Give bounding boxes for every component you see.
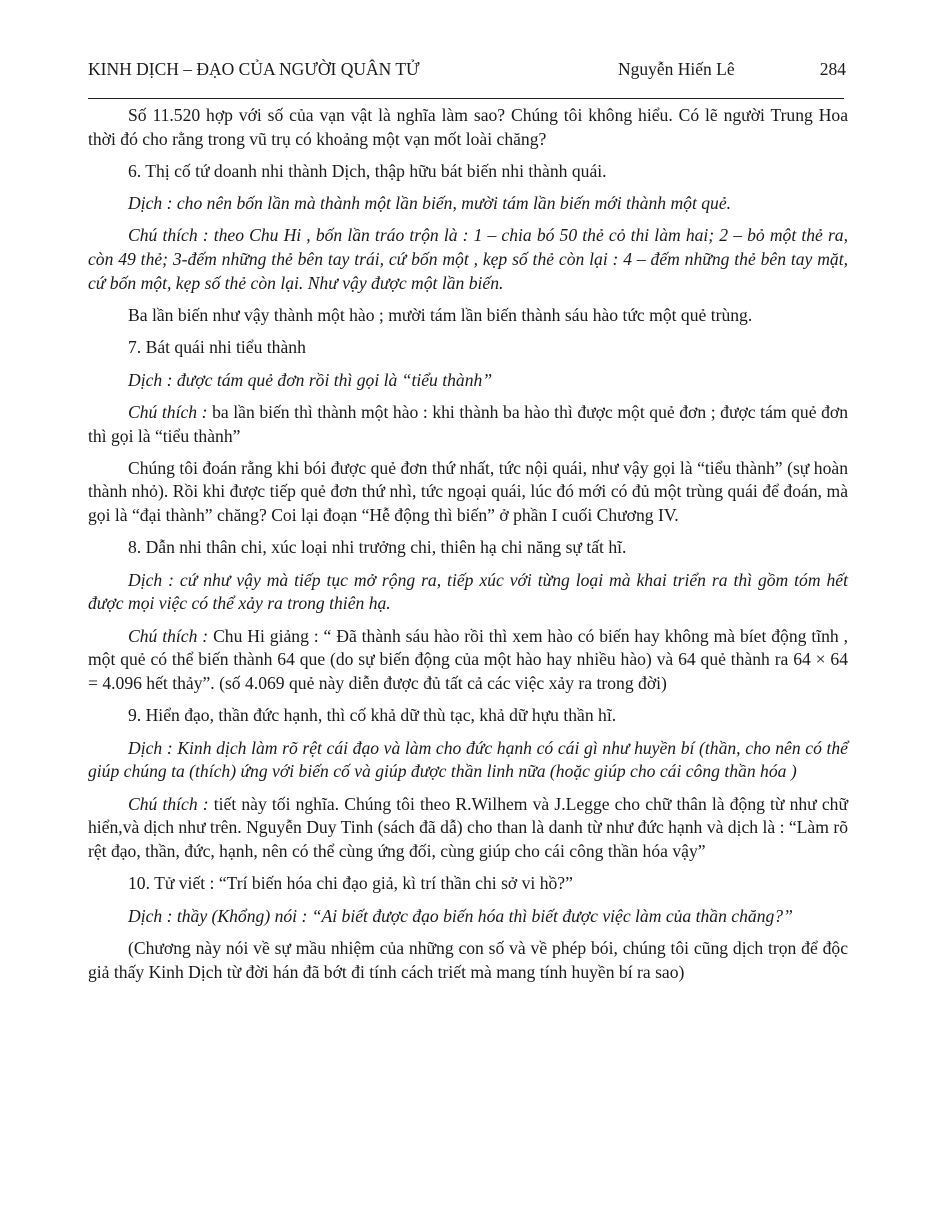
page-header bbox=[88, 59, 846, 83]
paragraph: Dịch : thầy (Khổng) nói : “Ai biết được đạo biến hóa thì biết được việc làm của thần chăng?” bbox=[128, 905, 793, 926]
paragraph: Chú thích : tiết này tối nghĩa. Chúng tôi theo R.Wilhem và J.Legge cho chữ thân là động từ như chữ hiển,và dịch như trên. Nguyễn Duy Tinh (sách đã dẫ) cho than là danh từ như đức hạnh và dịch là : “Làm rõ rệt đạo, thần, đức, hạnh, nên có thể cùng ứng đối, cùng giúp cho cái công thần hóa vậy” bbox=[88, 793, 848, 862]
paragraph: Dịch : cứ như vậy mà tiếp tục mở rộng ra, tiếp xúc với từng loại mà khai triển ra thì gồm tóm hết được mọi việc có thể xảy ra trong thiên hạ. bbox=[88, 569, 848, 614]
header-divider bbox=[88, 98, 844, 99]
paragraph: 8. Dẫn nhi thân chi, xúc loại nhi trưởng chi, thiên hạ chi năng sự tất hĩ. bbox=[128, 537, 627, 558]
page-number: 284 bbox=[819, 59, 846, 79]
paragraph: Số 11.520 hợp với số của vạn vật là nghĩa làm sao? Chúng tôi không hiểu. Có lẽ người Trung Hoa thời đó cho rằng trong vũ trụ có khoảng một vạn mốt loài chăng? bbox=[88, 105, 848, 149]
book-title: KINH DỊCH – ĐẠO CỦA NGƯỜI QUÂN TỬ bbox=[88, 59, 420, 79]
paragraph: Chú thích : Chu Hi giảng : “ Đã thành sáu hào rồi thì xem hào có biến hay không mà bíet động tĩnh , một quẻ có thể biến thành 64 que (do sự biến động của một hào hay nhiều hào) và 64 quẻ thành ra 64 × 64 = 4.096 hết thảy”. (số 4.069 quẻ này diễn được đủ tất cả các việc xảy ra trong đời) bbox=[88, 625, 848, 694]
paragraph: 7. Bát quái nhi tiểu thành bbox=[128, 337, 306, 358]
paragraph: 9. Hiển đạo, thần đức hạnh, thì cố khả dữ thù tạc, khả dữ hựu thần hĩ. bbox=[128, 705, 617, 726]
paragraph: Dịch : được tám quẻ đơn rồi thì gọi là “tiểu thành” bbox=[128, 369, 493, 390]
paragraph: Chú thích : theo Chu Hi , bốn lần tráo trộn là : 1 – chia bó 50 thẻ cỏ thi làm hai; 2 – bỏ một thẻ ra, còn 49 thẻ; 3-đếm những thẻ bên tay trái, cứ bốn một , kẹp số thẻ còn lại : 4 – đếm những thẻ bên tay mặt, cứ bốn một, kẹp số thẻ còn lại. Như vậy được một lần biến. bbox=[88, 225, 848, 293]
page-body bbox=[88, 104, 848, 984]
paragraph: (Chương này nói về sự mầu nhiệm của những con số và về phép bói, chúng tôi cũng dịch trọn để độc giả thấy Kinh Dịch từ đời hán đã bớt đi tính cách triết mà mang tính huyền bí ra sao) bbox=[88, 937, 848, 982]
paragraph: 6. Thị cố tứ doanh nhi thành Dịch, thập hữu bát biến nhi thành quái. bbox=[128, 160, 607, 181]
paragraph: Dịch : Kinh dịch làm rõ rệt cái đạo và làm cho đức hạnh có cái gì như huyền bí (thần, cho nên có thể giúp chúng ta (thích) ứng với biến cố và giúp được thần linh nữa (hoặc giúp cho cái công thần hóa ) bbox=[88, 737, 848, 782]
paragraph: Dịch : cho nên bốn lần mà thành một lần biến, mười tám lần biến mới thành một quẻ. bbox=[128, 193, 732, 214]
paragraph: Chú thích : ba lần biến thì thành một hào : khi thành ba hào thì được một quẻ đơn ; được tám quẻ đơn thì gọi là “tiểu thành” bbox=[88, 401, 848, 446]
paragraph: Chúng tôi đoán rằng khi bói được quẻ đơn thứ nhất, tức nội quái, như vậy gọi là “tiểu thành” (sự hoàn thành nhỏ). Rồi khi được tiếp quẻ đơn thứ nhì, tức ngoại quái, lúc đó mới có đủ một trùng quái để đoán, mà gọi là “đại thành” chăng? Coi lại đoạn “Hễ động thì biến” ở phần I cuối Chương IV. bbox=[88, 457, 848, 526]
author-name: Nguyễn Hiến Lê bbox=[618, 59, 735, 79]
paragraph: 10. Tử viết : “Trí biến hóa chi đạo giả, kì trí thần chi sở vi hồ?” bbox=[128, 873, 573, 894]
paragraph: Ba lần biến như vậy thành một hào ; mười tám lần biến thành sáu hào tức một quẻ trùng. bbox=[128, 305, 753, 326]
